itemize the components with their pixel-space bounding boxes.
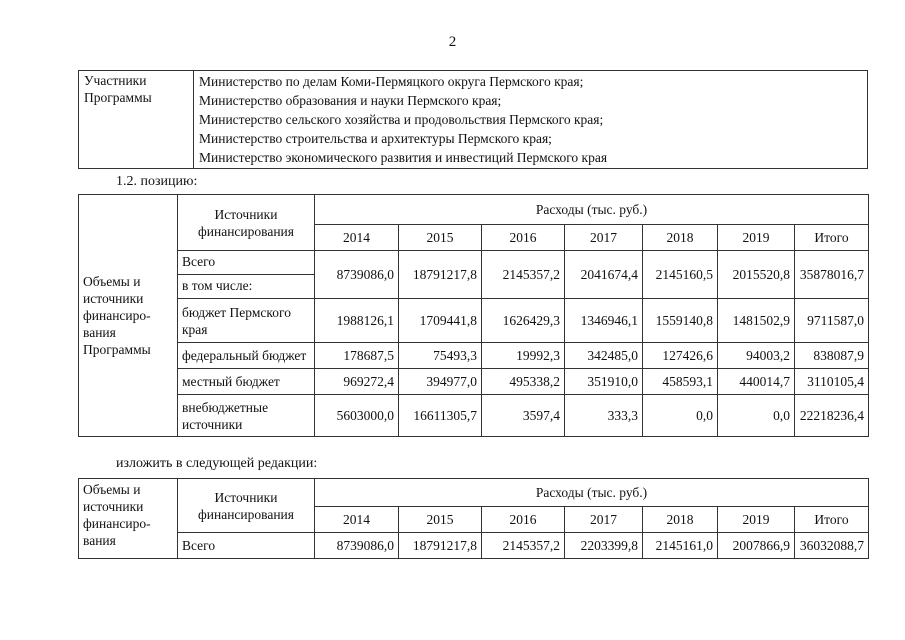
finance-label: Объемы и источники финансиро-вания: [79, 479, 178, 559]
total-value: 2145357,2: [482, 533, 565, 559]
participants-label: Участники Программы: [79, 71, 194, 169]
paragraph-position: 1.2. позицию:: [116, 174, 198, 189]
total-label: Всего: [178, 251, 315, 275]
row-value: 3110105,4: [795, 369, 869, 395]
row-value: 9711587,0: [795, 299, 869, 343]
year-header: 2015: [399, 507, 482, 533]
year-header: 2019: [718, 507, 795, 533]
source-name: федеральный бюджет: [178, 343, 315, 369]
total-value: 2007866,9: [718, 533, 795, 559]
total-label: Всего: [178, 533, 315, 559]
total-header: Итого: [795, 507, 869, 533]
row-value: 342485,0: [565, 343, 643, 369]
including-label: в том числе:: [178, 275, 315, 299]
participants-list: [194, 71, 868, 169]
year-header: 2018: [643, 225, 718, 251]
participant-item: Министерство по делам Коми-Пермяцкого округа Пермского края;: [199, 74, 584, 89]
row-value: 16611305,7: [399, 395, 482, 437]
total-value: 18791217,8: [399, 533, 482, 559]
year-header: 2014: [315, 225, 399, 251]
total-value: 2203399,8: [565, 533, 643, 559]
total-value: 2145357,2: [482, 251, 565, 299]
finance-table-new: [78, 478, 869, 559]
row-value: 127426,6: [643, 343, 718, 369]
row-value: 1559140,8: [643, 299, 718, 343]
year-header: 2016: [482, 225, 565, 251]
row-value: 178687,5: [315, 343, 399, 369]
row-value: 1626429,3: [482, 299, 565, 343]
row-value: 0,0: [718, 395, 795, 437]
source-name: внебюджетные источники: [178, 395, 315, 437]
total-value: 8739086,0: [315, 533, 399, 559]
row-value: 3597,4: [482, 395, 565, 437]
expenses-header: Расходы (тыс. руб.): [315, 195, 869, 225]
row-value: 1346946,1: [565, 299, 643, 343]
year-header: 2017: [565, 507, 643, 533]
row-value: 969272,4: [315, 369, 399, 395]
row-value: 495338,2: [482, 369, 565, 395]
row-value: 5603000,0: [315, 395, 399, 437]
participant-item: Министерство строительства и архитектуры Пермского края;: [199, 131, 552, 146]
year-header: 2017: [565, 225, 643, 251]
finance-label: Объемы и источники финансиро-вания Программы: [79, 195, 178, 437]
participant-item: Министерство сельского хозяйства и продовольствия Пермского края;: [199, 112, 604, 127]
year-header: 2014: [315, 507, 399, 533]
year-header: 2018: [643, 507, 718, 533]
row-value: 94003,2: [718, 343, 795, 369]
row-value: 1481502,9: [718, 299, 795, 343]
participant-item: Министерство экономического развития и инвестиций Пермского края: [199, 150, 608, 165]
row-value: 0,0: [643, 395, 718, 437]
source-name: бюджет Пермского края: [178, 299, 315, 343]
year-header: 2019: [718, 225, 795, 251]
total-value: 2015520,8: [718, 251, 795, 299]
sources-header: Источники финансирования: [178, 195, 315, 251]
row-value: 333,3: [565, 395, 643, 437]
sources-header: Источники финансирования: [178, 479, 315, 533]
total-value: 2145161,0: [643, 533, 718, 559]
total-value: 8739086,0: [315, 251, 399, 299]
total-value: 2145160,5: [643, 251, 718, 299]
total-value: 36032088,7: [795, 533, 869, 559]
row-value: 440014,7: [718, 369, 795, 395]
year-header: 2015: [399, 225, 482, 251]
total-value: 35878016,7: [795, 251, 869, 299]
total-value: 2041674,4: [565, 251, 643, 299]
year-header: 2016: [482, 507, 565, 533]
participants-table: [78, 70, 868, 169]
participant-item: Министерство образования и науки Пермского края;: [199, 93, 502, 108]
row-value: 75493,3: [399, 343, 482, 369]
paragraph-new-edition: изложить в следующей редакции:: [116, 456, 318, 471]
total-value: 18791217,8: [399, 251, 482, 299]
source-name: местный бюджет: [178, 369, 315, 395]
row-value: 1988126,1: [315, 299, 399, 343]
row-value: 351910,0: [565, 369, 643, 395]
finance-table-current: [78, 194, 869, 437]
expenses-header: Расходы (тыс. руб.): [315, 479, 869, 507]
total-header: Итого: [795, 225, 869, 251]
row-value: 458593,1: [643, 369, 718, 395]
row-value: 394977,0: [399, 369, 482, 395]
page-number: 2: [448, 34, 457, 50]
row-value: 1709441,8: [399, 299, 482, 343]
row-value: 838087,9: [795, 343, 869, 369]
row-value: 19992,3: [482, 343, 565, 369]
row-value: 22218236,4: [795, 395, 869, 437]
